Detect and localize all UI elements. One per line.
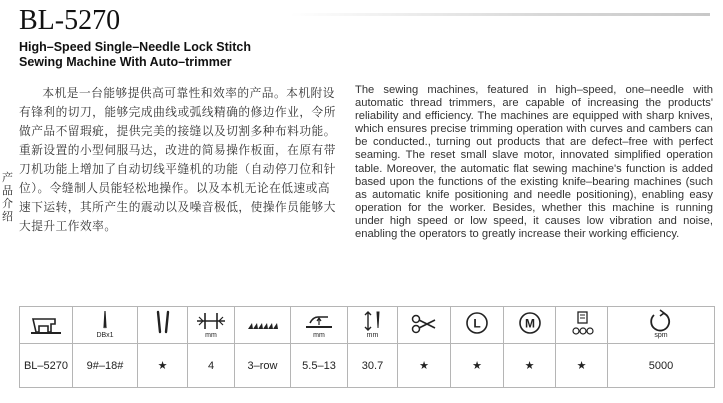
spec-value-star: ★	[451, 344, 504, 388]
double-needle-icon	[146, 309, 180, 339]
spec-value-stitch-length: 4	[188, 344, 235, 388]
title-rule	[290, 13, 710, 16]
description-english: The sewing machines, featured in high–speed, one–needle with automatic thread trimmers, are capable of increasing the products' reliability and efficiency. The machines are equipped with sharp knives, which ensures precise trimming operation with curves and cambers can be conducted., turning out products that are defect–free with perfect seaming. The reset small slave motor, innovated simplified operation table. Moreover, the automatic flat sewing machine's function is added based upon the functions of the existing knife–bearing machines (such as automatic knife positioning and needle positioning), enabling easy operation for the worker. Besides, whether this machine is running under high speed or low speed, it causes low vibration and noise, enabling the operators to greatly increase their working efficiency.	[355, 84, 713, 241]
spec-icon-cell	[556, 307, 608, 344]
spec-table	[19, 306, 715, 388]
M-circle-icon	[513, 309, 547, 339]
product-intro-char: 品	[2, 185, 13, 197]
product-intro-char: 介	[2, 198, 13, 210]
spec-icon-cell	[20, 307, 73, 344]
spec-icon-cell	[138, 307, 188, 344]
scissors-icon	[407, 309, 441, 339]
subtitle	[19, 40, 251, 70]
product-intro-char: 产	[2, 172, 13, 184]
spec-value-star: ★	[138, 344, 188, 388]
speed-icon	[644, 309, 678, 339]
spec-value-star: ★	[556, 344, 608, 388]
sewing-machine-icon	[29, 309, 63, 339]
spec-icon-cell	[398, 307, 451, 344]
unit-label: mm	[313, 331, 325, 339]
spec-icon-cell	[504, 307, 556, 344]
knife-serration-icon	[246, 309, 280, 339]
subtitle-line-1: High–Speed Single–Needle Lock Stitch	[19, 40, 252, 54]
spec-icon-cell	[188, 307, 235, 344]
M-letter: M	[524, 316, 535, 330]
spec-value-needle-size: 9#–18#	[73, 344, 138, 388]
spec-value-knife: 3–row	[235, 344, 291, 388]
model-title: BL-5270	[19, 5, 121, 36]
spec-icon-cell	[451, 307, 504, 344]
spec-value-presser-lift: 5.5–13	[291, 344, 348, 388]
spec-icon-cell	[608, 307, 715, 344]
spec-icon-row	[20, 307, 715, 344]
L-circle-icon	[460, 309, 494, 339]
spec-value-needle-bar-stroke: 30.7	[348, 344, 398, 388]
spec-icon-cell	[235, 307, 291, 344]
unit-label: mm	[366, 331, 379, 339]
needle-bar-stroke-icon	[356, 309, 390, 339]
spec-icon-cell	[73, 307, 138, 344]
spec-value-star: ★	[504, 344, 556, 388]
unit-label: spm	[654, 331, 668, 339]
subtitle-line-2: Sewing Machine With Auto–trimmer	[19, 55, 232, 69]
unit-label: mm	[205, 331, 217, 339]
needle-system-label: DBx1	[96, 331, 114, 339]
product-intro-char: 绍	[2, 211, 13, 223]
spec-icon-cell	[291, 307, 348, 344]
spec-value-speed: 5000	[608, 344, 715, 388]
spec-value-model: BL–5270	[20, 344, 73, 388]
spec-value-row	[20, 344, 715, 388]
control-panel-icon	[565, 309, 599, 339]
spec-value-star: ★	[398, 344, 451, 388]
description-chinese: 本机是一台能够提供高可靠性和效率的产品。本机附设有锋利的切刀，能够完成曲线或弧线精确的修边作业，令所做产品不留瑕疵，提供完美的接缝以及切割多种布料功能。重新设置的小型伺服马达，改进的简易操作板面，在原有带刀机功能上增加了自动切线平缝机的功能（自动停刀位和针位）。令缝制人员能轻松地操作。以及本机无论在低速或高速下运转，其所产生的震动以及噪音极低，使操作员能够大大提升工作效率。	[19, 86, 336, 233]
stitch-length-icon	[194, 309, 228, 339]
needle-icon	[88, 309, 122, 339]
product-intro-label	[1, 172, 14, 224]
L-letter: L	[473, 316, 481, 330]
presser-lift-icon	[302, 309, 336, 339]
spec-icon-cell	[348, 307, 398, 344]
